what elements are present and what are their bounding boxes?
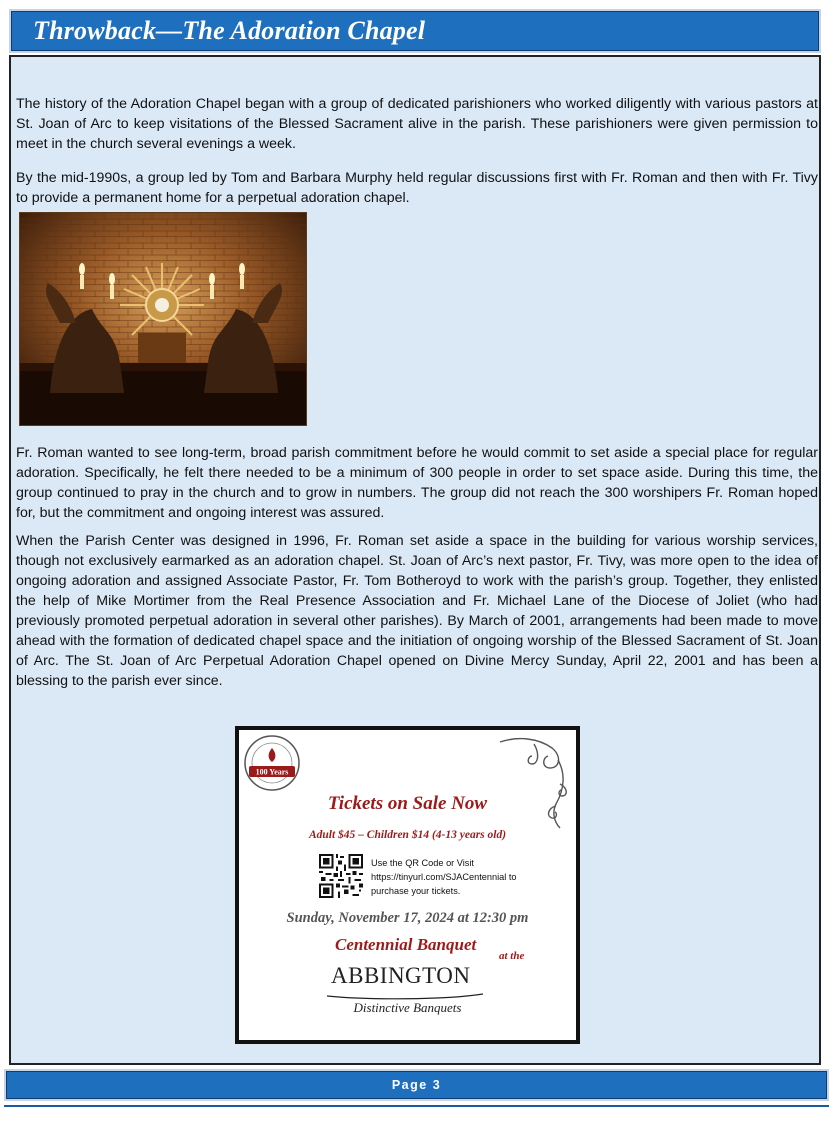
footer-rule: [4, 1105, 829, 1107]
centennial-seal-icon: [243, 734, 301, 792]
adoration-chapel-photo: [19, 212, 307, 426]
page-number: Page 3: [391, 1078, 442, 1092]
page-title: Throwback—The Adoration Chapel: [33, 16, 426, 45]
qr-instructions: [371, 856, 571, 898]
qr-line-3: purchase your tickets.: [371, 886, 461, 896]
venue-tagline: Distinctive Banquets: [353, 1000, 462, 1015]
footer-bar: [4, 1069, 829, 1101]
venue-logo: ABBINGTON: [331, 963, 471, 988]
ticket-prices: Adult $45 – Children $14 (4-13 years old): [308, 829, 507, 841]
flourish-ornament-icon: [498, 734, 572, 834]
qr-line-1: Use the QR Code or Visit: [371, 858, 474, 868]
at-the-label: at the: [499, 950, 525, 962]
paragraph-commitment: Fr. Roman wanted to see long-term, broad parish commitment before he would commit to set aside a special place for regular adoration. Specifically, he felt there needed to be a minimum of 300 people in order to set space aside. During this time, the group continued to pray in the church and to grow in numbers. The group did not reach the 300 worshipers Fr. Roman hoped for, but the commitment and ongoing interest was assured.: [16, 445, 818, 521]
header-bar: [9, 9, 821, 53]
qr-code-icon[interactable]: [319, 854, 363, 898]
banquet-flyer: [235, 726, 580, 1044]
paragraph-history: The history of the Adoration Chapel began with a group of dedicated parishioners who worked diligently with various pastors at St. Joan of Arc to keep visitations of the Blessed Sacrament alive in the parish. These parishioners were given permission to meet in the church several evenings a week.: [16, 96, 818, 152]
qr-line-url[interactable]: https://tinyurl.com/SJACentennial to: [371, 872, 517, 882]
event-date: Sunday, November 17, 2024 at 12:30 pm: [286, 910, 529, 926]
seal-text: 100 Years: [255, 767, 289, 777]
tickets-on-sale-heading: Tickets on Sale Now: [327, 793, 488, 814]
article-content: [9, 55, 821, 1065]
paragraph-parish-center: When the Parish Center was designed in 1996, Fr. Roman set aside a space in the building for various worship services, though not exclusively earmarked as an adoration chapel. St. Joan of Arc’s next pastor, Fr. Tivy, was more open to the idea of ongoing adoration and assigned Associate Pastor, Fr. Tom Botheroyd to work with the parish’s group. Together, they enlisted the help of Mike Mortimer from the Real Presence Association and Fr. Michael Lane of the Diocese of Joliet (who had previously promoted perpetual adoration in several other parishes). By March of 2001, arrangements had been made to move ahead with the formation of dedicated chapel space and the initiation of ongoing worship of the Blessed Sacrament of St. Joan of Arc. The St. Joan of Arc Perpetual Adoration Chapel opened on Divine Mercy Sunday, April 22, 2001 and has been a blessing to the parish ever since.: [16, 533, 818, 689]
paragraph-mid-1990s: By the mid-1990s, a group led by Tom and Barbara Murphy held regular discussions first with Fr. Roman and then with Fr. Tivy to provide a permanent home for a perpetual adoration chapel.: [16, 170, 818, 206]
banquet-title: Centennial Banquet: [335, 935, 477, 954]
